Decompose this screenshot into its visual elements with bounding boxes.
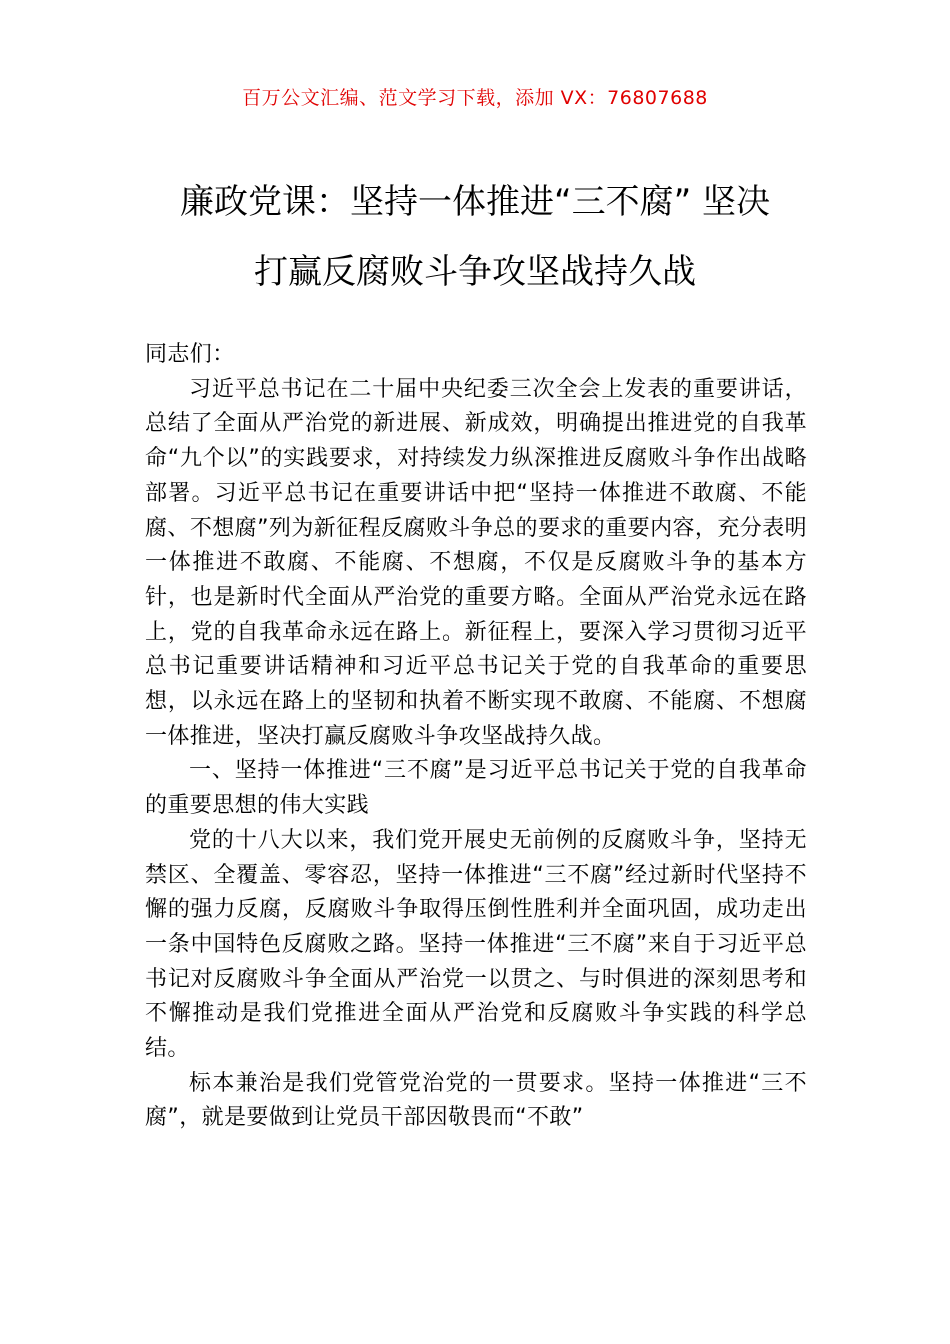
document-title-line-1: 廉政党课：坚持一体推进“三不腐” 坚决 — [179, 182, 771, 222]
body-paragraph: 习近平总书记在二十届中央纪委三次全会上发表的重要讲话，总结了全面从严治党的新进展、新成效，明确提出推进党的自我革命“九个以”的实践要求，对持续发力纵深推进反腐败斗争作出战略部署。习近平总书记在重要讲话中把“坚持一体推进不敢腐、不能腐、不想腐”列为新征程反腐败斗争总的要求的重要内容，充分表明一体推进不敢腐、不能腐、不想腐，不仅是反腐败斗争的基本方针，也是新时代全面从严治党的重要方略。全面从严治党永远在路上，党的自我革命永远在路上。新征程上，要深入学习贯彻习近平总书记重要讲话精神和习近平总书记关于党的自我革命的重要思想，以永远在路上的坚韧和执着不断实现不敢腐、不能腐、不想腐一体推进，坚决打赢反腐败斗争攻坚战持久战。 — [145, 376, 807, 749]
header-note: 百万公文汇编、范文学习下载，添加 VX：76807688 — [242, 87, 708, 109]
section-heading: 一、坚持一体推进“三不腐”是习近平总书记关于党的自我革命的重要思想的伟大实践 — [145, 758, 807, 819]
document-body — [145, 338, 807, 1136]
body-paragraph: 党的十八大以来，我们党开展史无前例的反腐败斗争，坚持无禁区、全覆盖、零容忍，坚持一体推进“三不腐”经过新时代坚持不懈的强力反腐，反腐败斗争取得压倒性胜利并全面巩固，成功走出一条中国特色反腐败之路。坚持一体推进“三不腐”来自于习近平总书记对反腐败斗争全面从严治党一以贯之、与时俱进的深刻思考和不懈推动是我们党推进全面从严治党和反腐败斗争实践的科学总结。 — [145, 827, 807, 1062]
body-paragraph: 标本兼治是我们党管党治党的一贯要求。坚持一体推进“三不腐”，就是要做到让党员干部因敬畏而“不敢” — [145, 1070, 807, 1131]
document-title-line-2: 打赢反腐败斗争攻坚战持久战 — [254, 252, 696, 292]
salutation: 同志们： — [145, 342, 235, 367]
